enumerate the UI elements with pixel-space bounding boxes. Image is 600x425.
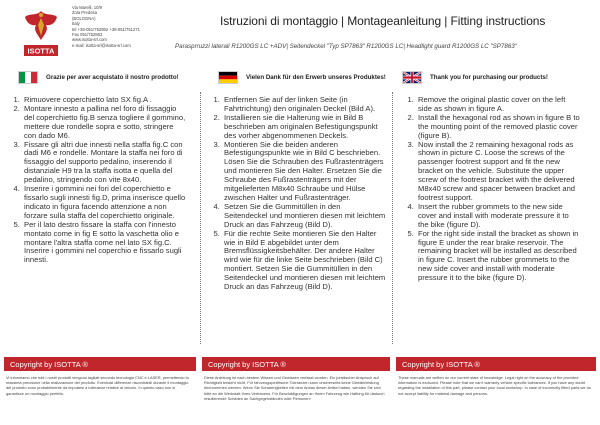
english-heading (402, 68, 548, 86)
instruction-step: 2. Montare innesto a pallina nel foro di fissaggio del coperchietto fig.B senza togliere il gommino, mettere due rondelle sopra e sotto, stringere con dado M6. (22, 105, 186, 141)
italian-instructions (8, 96, 186, 265)
address-line: Via Marelli, 10/9 (72, 5, 102, 10)
german-instructions (208, 96, 386, 292)
copyright-bar: Copyright by ISOTTA ® (4, 357, 196, 371)
page-title: Istruzioni di montaggio | Montageanleitung | Fitting instructions (220, 14, 546, 28)
italy-flag-icon (18, 71, 38, 84)
website-link[interactable]: www.isotta-srl.com (72, 37, 107, 43)
disclaimer-text: Vi informiamo che tutti i nostri prodotti vengono tagliati secondo tecnologia CNC e LASER, permettendo la massima precisione nella realizzazione del prodotto. Eventuali differenze riscontrabili durante il montaggio del prodotto sono probabilmente da imputarsi a tolleranze relative al veicolo. In questo caso non si garantisce un montaggio perfetto. (6, 375, 189, 396)
instruction-step: 2. Installieren sie die Halterung wie in Bild B beschrieben am originalen Befestigungspunkt des vorher abgenommenen Deckels. (222, 114, 386, 141)
instruction-step: 1. Remove the original plastic cover on the left side as shown in figure A. (416, 96, 580, 114)
copyright-bar: Copyright by ISOTTA ® (202, 357, 390, 371)
instruction-step: 5. Per il lato destro fissare la staffa con l'innesto montato come in fig E sotto la vaschetta olio e montare l'altra staffa come nel lato SX fig.C. Inserire i gommini nel coperchio e fissarlo sugli innesti. (22, 221, 186, 266)
email-link[interactable]: e-mail: isotta-srl@isotta-srl.com (72, 42, 131, 48)
instruction-step: 3. Now install the 2 remaining hexagonal rods as shown in picture C. Loose the screws of the passenger footrest support and fit the new bracket on the vehicle. Substitute the upper screw of the footrest bracket with the delivered M8x40 screw and spacer between bracket and footrest support. (416, 141, 580, 203)
disclaimer-text: Diese Anleitung ist nach bestem Wissen und Gewissen verfasst worden. Ein juristischer Anspruch auf Richtigkeit besteht nicht. Für fahrzeugspezifische Toleranzen kann unsererseits keine Gewährleistung übernommen werden. Wenn Sie Schwierigkeiten mit dem Anbau dieser Artikel haben, wenden Sie sich bitte an die Werkstatt Ihres Vertrauens. Für Beschädigungen an Ihrem Fahrzeug wie Haftung für dadurch resultierende Schäden an Sachgegenständen oder Personen! (204, 375, 385, 401)
address-line: Fax 051/752862 (72, 32, 103, 38)
instruction-step: 4. Inserire i gommini nei fori del coperchietto e fissarlo sugli innesti fig.D, prima inserisce quello indicato in figura facendo attenzione a non forzare sulla staffa del coperchietto originale. (22, 185, 186, 221)
uk-flag-icon (402, 71, 422, 84)
instruction-step: 2. Install the hexagonal rod as shown in figure B to the mounting point of the removed plastic cover (figure B). (416, 114, 580, 141)
heading-text: Thank you for purchasing our products! (430, 73, 548, 81)
instruction-step: 1. Rimuovere coperchietto lato SX fig.A . (22, 96, 186, 105)
instruction-step: 5. For the right side install the bracket as shown in figure E under the rear brake reservoir. The remaining bracket will be installed as described in figure C. Insert the rubber grommets to the new side cover and install with moderate pressure it to the bike (figure D). (416, 230, 580, 283)
company-address (72, 5, 140, 48)
italian-heading (18, 68, 179, 86)
german-heading (218, 68, 386, 86)
address-line: Italy (72, 21, 80, 27)
header (0, 0, 600, 62)
svg-text:ISOTTA: ISOTTA (27, 46, 55, 56)
instruction-step: 5. Für die rechte Seite montieren Sie den Halter wie in Bild E abgebildet unter dem Bremsflüssigkeitsbehälter. Der andere Halter wird wie für die linke Seite beschrieben (Bild C) montiert. Setzen Sie die Gummitüllen in den Seitendeckel und montieren diesen mit leichtem Druck an das Fahrzeug (Bild D). (222, 230, 386, 292)
germany-flag-icon (218, 71, 238, 84)
instruction-step: 3. Montieren Sie die beiden anderen Befestigungspunkte wie in Bild C beschrieben. Lösen Sie die Schrauben des Fußrastenträgers und montieren Sie den Halter. Ersetzen Sie die Schraube des Fußrastenträgers mit der mitgelieferten M8x40 Schraube und Hülse zwischen Halter und Fußrastenträger. (222, 141, 386, 203)
address-line: (BOLOGNA) (72, 15, 96, 21)
disclaimer-text: These manuals are written on our current state of knowledge. Legal right on the accuracy of the provided information is excluded. Please note that we can't warranty vehicle specific tolerances. If you have any doubt regarding the installation of this part, please contact your local workshop. In case of incorrectly fitted parts we do not accept liability for material damage and persons. (398, 375, 591, 396)
instruction-step: 1. Entfernen Sie auf der linken Seite (in Fahrtrichtung) den originalen Deckel (Bild A). (222, 96, 386, 114)
instruction-step: 3. Fissare gli altri due innesti nella staffa fig.C con dadi M6 e rondelle. Montare la staffa nei foro di fissaggio del supporto pedalino, inserendo il distanziale H9 tra la staffa isotta e quella del pedalino, stringendo con vite 8x40. (22, 141, 186, 186)
heading-text: Grazie per aver acquistato il nostro prodotto! (46, 73, 179, 81)
page-subtitle: Parasprruzzi laterali R1200GS LC +ADV| Seitendeckel "Typ SP7863" R1200GS LC| Headlight guard R1200GS LC "SP7863" (175, 43, 517, 50)
isotta-logo (22, 6, 60, 60)
copyright-bar: Copyright by ISOTTA ® (396, 357, 596, 371)
address-line: Zola Predosa (72, 10, 97, 16)
english-instructions (402, 96, 580, 283)
instruction-step: 4. Setzen Sie die Gummitüllen in den Seitendeckel und montieren diesen mit leichtem Druck an das Fahrzeug (Bild D). (222, 203, 386, 230)
column-divider (392, 92, 393, 344)
address-line: tel +39-051/752862 +39-051/751271 (72, 26, 140, 32)
column-divider (200, 92, 201, 344)
heading-text: Vielen Dank für den Erwerb unseres Produktes! (246, 73, 386, 81)
instruction-step: 4. Insert the rubber grommets to the new side cover and install with moderate pressure it to the bike (figure D). (416, 203, 580, 230)
